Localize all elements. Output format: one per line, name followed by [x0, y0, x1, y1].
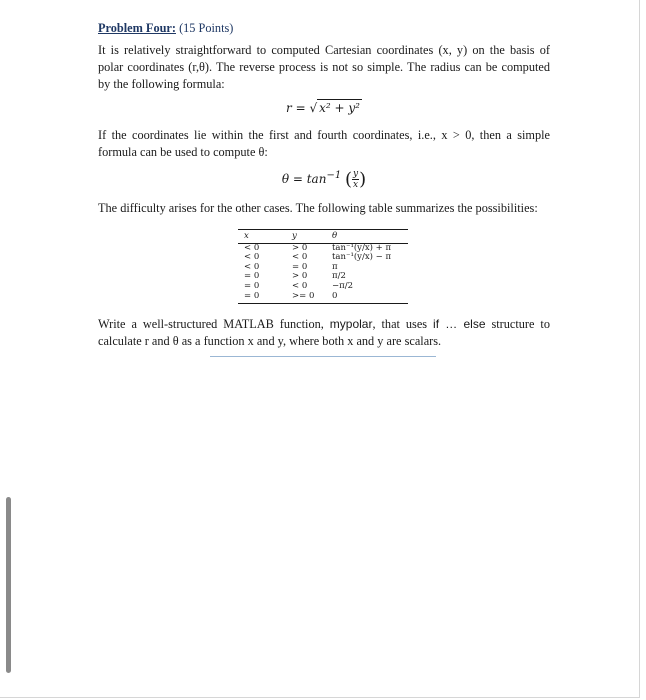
table-intro-paragraph: The difficulty arises for the other cases. The following table summarizes the possibilities: — [98, 201, 538, 215]
function-name: mypolar — [329, 317, 373, 332]
cell-y: < 0 — [292, 252, 308, 263]
cell-x: < 0 — [244, 242, 260, 253]
cell-theta: 0 — [332, 292, 408, 304]
cell-y: > 0 — [292, 271, 308, 282]
theta-formula — [98, 167, 550, 190]
left-paren: ( — [345, 169, 353, 190]
fraction-denominator: x — [353, 180, 359, 190]
cell-y: < 0 — [292, 280, 308, 291]
if-else-keyword: if … else — [433, 317, 486, 332]
theta-formula-lhs: θ = tan — [281, 172, 327, 186]
cell-theta: π/2 — [332, 271, 346, 282]
task-text-1: Write a well-structured MATLAB function, — [98, 317, 330, 332]
header-y: y — [292, 230, 332, 244]
cell-x: = 0 — [238, 292, 292, 304]
task-paragraph — [98, 316, 550, 350]
problem-heading — [98, 20, 550, 37]
cell-x: < 0 — [244, 252, 260, 263]
table-row — [238, 272, 408, 282]
cell-y: > 0 — [292, 242, 308, 253]
cases-table — [238, 229, 408, 304]
task-text-3: structure to calculate r and θ as a function x and y, where both x and y are scalars. — [98, 317, 550, 349]
cell-x: = 0 — [244, 280, 260, 291]
cell-y: = 0 — [292, 261, 308, 272]
cell-x: = 0 — [244, 271, 260, 282]
right-paren: ) — [359, 169, 367, 190]
cell-theta: tan⁻¹(y/x) + π — [332, 242, 392, 253]
problem-points: (15 Points) — [179, 21, 234, 35]
problem-title: Problem Four: — [98, 21, 176, 35]
radius-formula — [98, 99, 550, 117]
task-text-2: , that uses — [372, 317, 434, 332]
cell-theta: π — [332, 261, 338, 272]
theta-formula-exponent: −1 — [326, 170, 342, 181]
condition-paragraph: If the coordinates lie within the first and fourth coordinates, i.e., x > 0, then a simple formula can be used to compute θ: — [98, 128, 550, 159]
table-row — [238, 282, 408, 292]
radius-formula-radicand: x² + y² — [319, 101, 360, 115]
separator-line — [210, 356, 436, 357]
header-theta: θ — [332, 230, 408, 244]
cell-theta: tan⁻¹(y/x) − π — [332, 252, 392, 263]
header-x: x — [238, 230, 292, 244]
radius-formula-lhs: r = — [286, 101, 310, 115]
table-row — [238, 292, 408, 304]
problem-content — [98, 20, 550, 350]
scrollbar-thumb[interactable] — [6, 497, 11, 673]
cell-x: < 0 — [244, 261, 260, 272]
intro-paragraph: It is relatively straightforward to computed Cartesian coordinates (x, y) on the basis of polar coordinates (r,θ). The reverse process is not so simple. The radius can be computed by the following formula: — [98, 43, 550, 91]
table-row — [238, 263, 408, 273]
table-header-row — [238, 230, 408, 244]
cell-y: >= 0 — [292, 292, 332, 304]
cell-theta: −π/2 — [332, 280, 353, 291]
table-row — [238, 253, 408, 263]
sqrt-symbol: √ — [309, 101, 318, 115]
cases-table-wrapper — [238, 229, 408, 304]
fraction-numerator: y — [353, 169, 359, 179]
